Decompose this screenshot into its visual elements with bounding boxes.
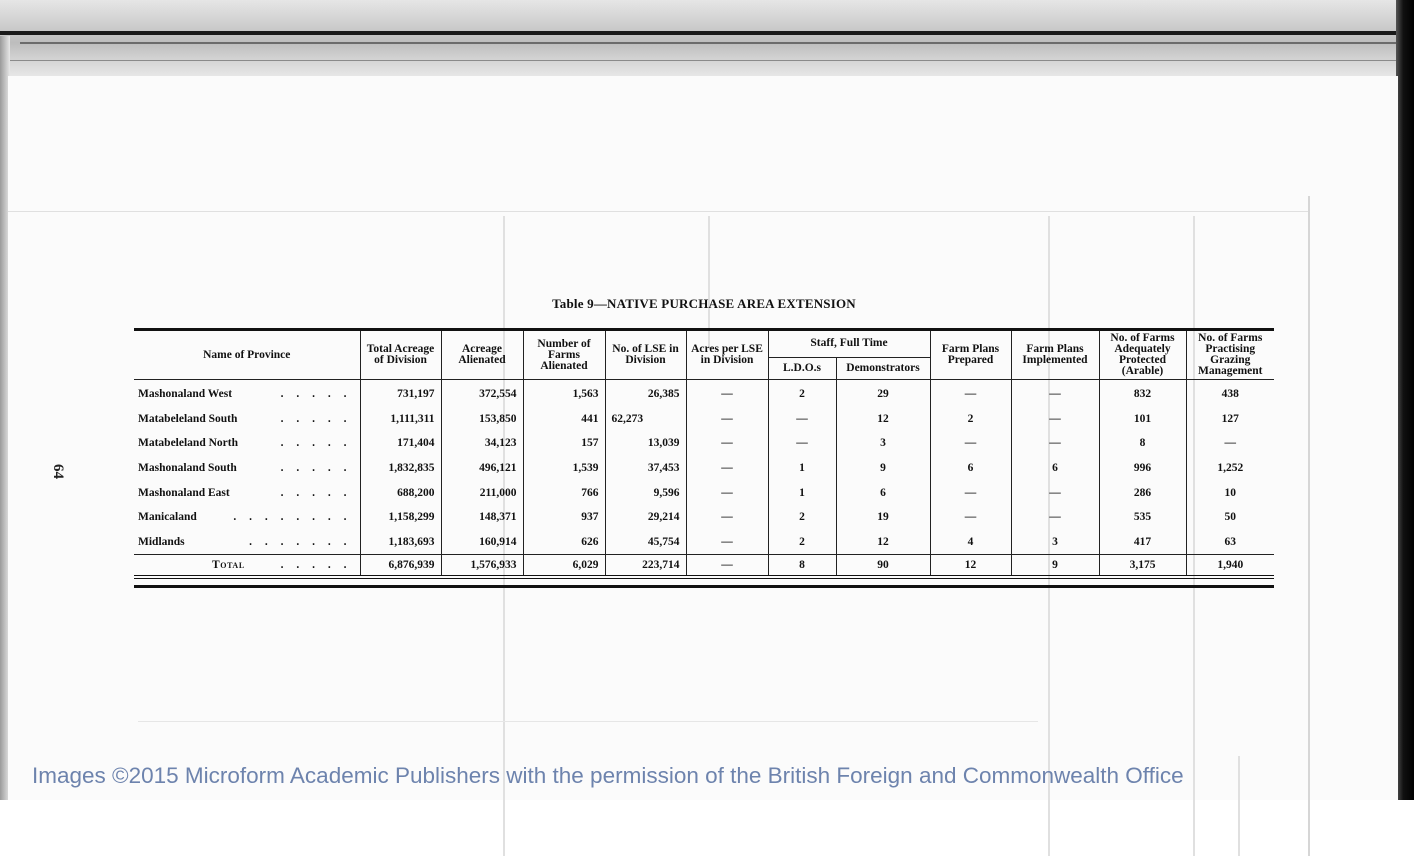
total-plans-implemented: 9 <box>1011 555 1099 578</box>
cell-acres-per-lse: — <box>686 456 768 481</box>
cell-acres-per-lse: — <box>686 380 768 407</box>
cell-plans-implemented: — <box>1011 407 1099 432</box>
cell-demonstrators: 6 <box>836 480 930 505</box>
cell-total-acreage: 171,404 <box>360 431 441 456</box>
cell-acres-per-lse: — <box>686 431 768 456</box>
page-number: 64 <box>50 464 66 479</box>
book-top-edge <box>0 0 1414 78</box>
cell-protected: 832 <box>1099 380 1186 407</box>
table-row <box>134 456 1274 481</box>
cell-ldos: — <box>768 431 836 456</box>
cell-lse: 9,596 <box>605 480 686 505</box>
cell-plans-prepared: — <box>930 380 1011 407</box>
province-name: Matabeleland South <box>138 412 238 425</box>
cell-lse: 62,273 <box>605 407 686 432</box>
leader-dots: . . . . . <box>280 388 352 401</box>
province-name: Mashonaland South <box>138 462 237 475</box>
header-plans-implemented: Farm Plans Implemented <box>1011 330 1099 380</box>
leader-dots: . . . . . . . <box>249 535 352 548</box>
cell-protected: 8 <box>1099 431 1186 456</box>
total-row <box>134 555 1274 578</box>
cell-lse: 45,754 <box>605 530 686 555</box>
cell-demonstrators: 3 <box>836 431 930 456</box>
cell-total-acreage: 1,111,311 <box>360 407 441 432</box>
cell-plans-prepared: 4 <box>930 530 1011 555</box>
leader-dots: . . . . . <box>280 559 352 572</box>
table-row <box>134 431 1274 456</box>
cell-ldos: — <box>768 407 836 432</box>
total-protected: 3,175 <box>1099 555 1186 578</box>
cell-protected: 996 <box>1099 456 1186 481</box>
header-lse: No. of LSE in Division <box>605 330 686 380</box>
cell-farms-alienated: 1,563 <box>523 380 605 407</box>
bleed-through-line <box>8 211 1308 212</box>
cell-plans-implemented: — <box>1011 505 1099 530</box>
cell-protected: 286 <box>1099 480 1186 505</box>
cell-protected: 101 <box>1099 407 1186 432</box>
header-acres-per-lse: Acres per LSE in Division <box>686 330 768 380</box>
province-name: Matabeleland North <box>138 437 238 450</box>
cell-plans-prepared: 6 <box>930 456 1011 481</box>
cell-acres-per-lse: — <box>686 480 768 505</box>
cell-farms-alienated: 441 <box>523 407 605 432</box>
cell-total-acreage: 1,158,299 <box>360 505 441 530</box>
header-protected: No. of Farms Adequately Protected (Arable) <box>1099 330 1186 380</box>
cell-plans-implemented: — <box>1011 480 1099 505</box>
table-row <box>134 407 1274 432</box>
cell-grazing: 10 <box>1186 480 1274 505</box>
cell-acreage-alienated: 148,371 <box>441 505 523 530</box>
cell-protected: 417 <box>1099 530 1186 555</box>
cell-grazing: — <box>1186 431 1274 456</box>
cell-plans-implemented: — <box>1011 431 1099 456</box>
total-ldos: 8 <box>768 555 836 578</box>
total-grazing: 1,940 <box>1186 555 1274 578</box>
cell-lse: 13,039 <box>605 431 686 456</box>
header-demonstrators: Demonstrators <box>836 357 930 379</box>
province-name: Mashonaland West <box>138 388 233 401</box>
book-edge-line <box>10 60 1410 61</box>
purchase-area-table <box>134 328 1274 579</box>
cell-demonstrators: 12 <box>836 530 930 555</box>
table-row <box>134 380 1274 407</box>
cell-lse: 26,385 <box>605 380 686 407</box>
cell-farms-alienated: 626 <box>523 530 605 555</box>
cell-grazing: 50 <box>1186 505 1274 530</box>
table-container <box>134 328 1274 588</box>
cell-ldos: 1 <box>768 456 836 481</box>
cell-grazing: 1,252 <box>1186 456 1274 481</box>
total-label: Total <box>212 559 245 572</box>
table-row <box>134 505 1274 530</box>
header-ldos: L.D.O.s <box>768 357 836 379</box>
cell-protected: 535 <box>1099 505 1186 530</box>
leader-dots: . . . . . <box>280 486 352 499</box>
total-demonstrators: 90 <box>836 555 930 578</box>
province-name: Mashonaland East <box>138 486 230 499</box>
header-grazing: No. of Farms Practising Grazing Management <box>1186 330 1274 380</box>
header-plans-prepared: Farm Plans Prepared <box>930 330 1011 380</box>
province-name: Manicaland <box>138 511 197 524</box>
total-plans-prepared: 12 <box>930 555 1011 578</box>
total-acres-per-lse: — <box>686 555 768 578</box>
cell-acreage-alienated: 160,914 <box>441 530 523 555</box>
table-bottom-rule <box>134 585 1274 588</box>
cell-grazing: 63 <box>1186 530 1274 555</box>
cell-plans-implemented: 6 <box>1011 456 1099 481</box>
cell-ldos: 2 <box>768 380 836 407</box>
bleed-through-line <box>138 721 1038 722</box>
cell-acreage-alienated: 153,850 <box>441 407 523 432</box>
cell-acreage-alienated: 372,554 <box>441 380 523 407</box>
header-total-acreage: Total Acreage of Division <box>360 330 441 380</box>
table-row <box>134 480 1274 505</box>
bleed-through-line <box>1308 196 1310 856</box>
leader-dots: . . . . . . . . <box>233 511 352 524</box>
table-row <box>134 530 1274 555</box>
cell-acreage-alienated: 496,121 <box>441 456 523 481</box>
cell-lse: 29,214 <box>605 505 686 530</box>
header-province: Name of Province <box>134 330 360 380</box>
table-title: Table 9—NATIVE PURCHASE AREA EXTENSION <box>552 296 856 311</box>
cell-total-acreage: 731,197 <box>360 380 441 407</box>
cell-grazing: 438 <box>1186 380 1274 407</box>
cell-plans-prepared: 2 <box>930 407 1011 432</box>
cell-ldos: 2 <box>768 530 836 555</box>
cell-demonstrators: 19 <box>836 505 930 530</box>
bleed-through-line <box>708 216 710 346</box>
leader-dots: . . . . . <box>280 462 352 475</box>
cell-acres-per-lse: — <box>686 407 768 432</box>
cell-plans-prepared: — <box>930 480 1011 505</box>
cell-total-acreage: 688,200 <box>360 480 441 505</box>
cell-acreage-alienated: 211,000 <box>441 480 523 505</box>
header-acreage-alienated: Acreage Alienated <box>441 330 523 380</box>
cell-ldos: 1 <box>768 480 836 505</box>
cell-plans-prepared: — <box>930 431 1011 456</box>
cell-plans-implemented: — <box>1011 380 1099 407</box>
header-farms-alienated: Number of Farms Alienated <box>523 330 605 380</box>
total-acreage-alienated: 1,576,933 <box>441 555 523 578</box>
cell-farms-alienated: 766 <box>523 480 605 505</box>
cell-demonstrators: 29 <box>836 380 930 407</box>
cell-farms-alienated: 1,539 <box>523 456 605 481</box>
total-farms-alienated: 6,029 <box>523 555 605 578</box>
cell-farms-alienated: 937 <box>523 505 605 530</box>
cell-farms-alienated: 157 <box>523 431 605 456</box>
total-acreage: 6,876,939 <box>360 555 441 578</box>
cell-acreage-alienated: 34,123 <box>441 431 523 456</box>
leader-dots: . . . . . <box>280 437 352 450</box>
leader-dots: . . . . . <box>280 412 352 425</box>
province-name: Midlands <box>138 535 185 548</box>
book-spine-line <box>0 31 1414 35</box>
cell-grazing: 127 <box>1186 407 1274 432</box>
cell-acres-per-lse: — <box>686 530 768 555</box>
cell-plans-prepared: — <box>930 505 1011 530</box>
cell-ldos: 2 <box>768 505 836 530</box>
page-right-edge <box>1396 0 1414 800</box>
cell-total-acreage: 1,183,693 <box>360 530 441 555</box>
total-lse: 223,714 <box>605 555 686 578</box>
cell-lse: 37,453 <box>605 456 686 481</box>
cell-demonstrators: 9 <box>836 456 930 481</box>
book-edge-line <box>20 42 1400 44</box>
cell-plans-implemented: 3 <box>1011 530 1099 555</box>
cell-acres-per-lse: — <box>686 505 768 530</box>
header-staff-group: Staff, Full Time <box>768 330 930 358</box>
cell-demonstrators: 12 <box>836 407 930 432</box>
copyright-watermark: Images ©2015 Microform Academic Publishers with the permission of the British Foreign and Commonwealth Office <box>32 763 1184 788</box>
cell-total-acreage: 1,832,835 <box>360 456 441 481</box>
